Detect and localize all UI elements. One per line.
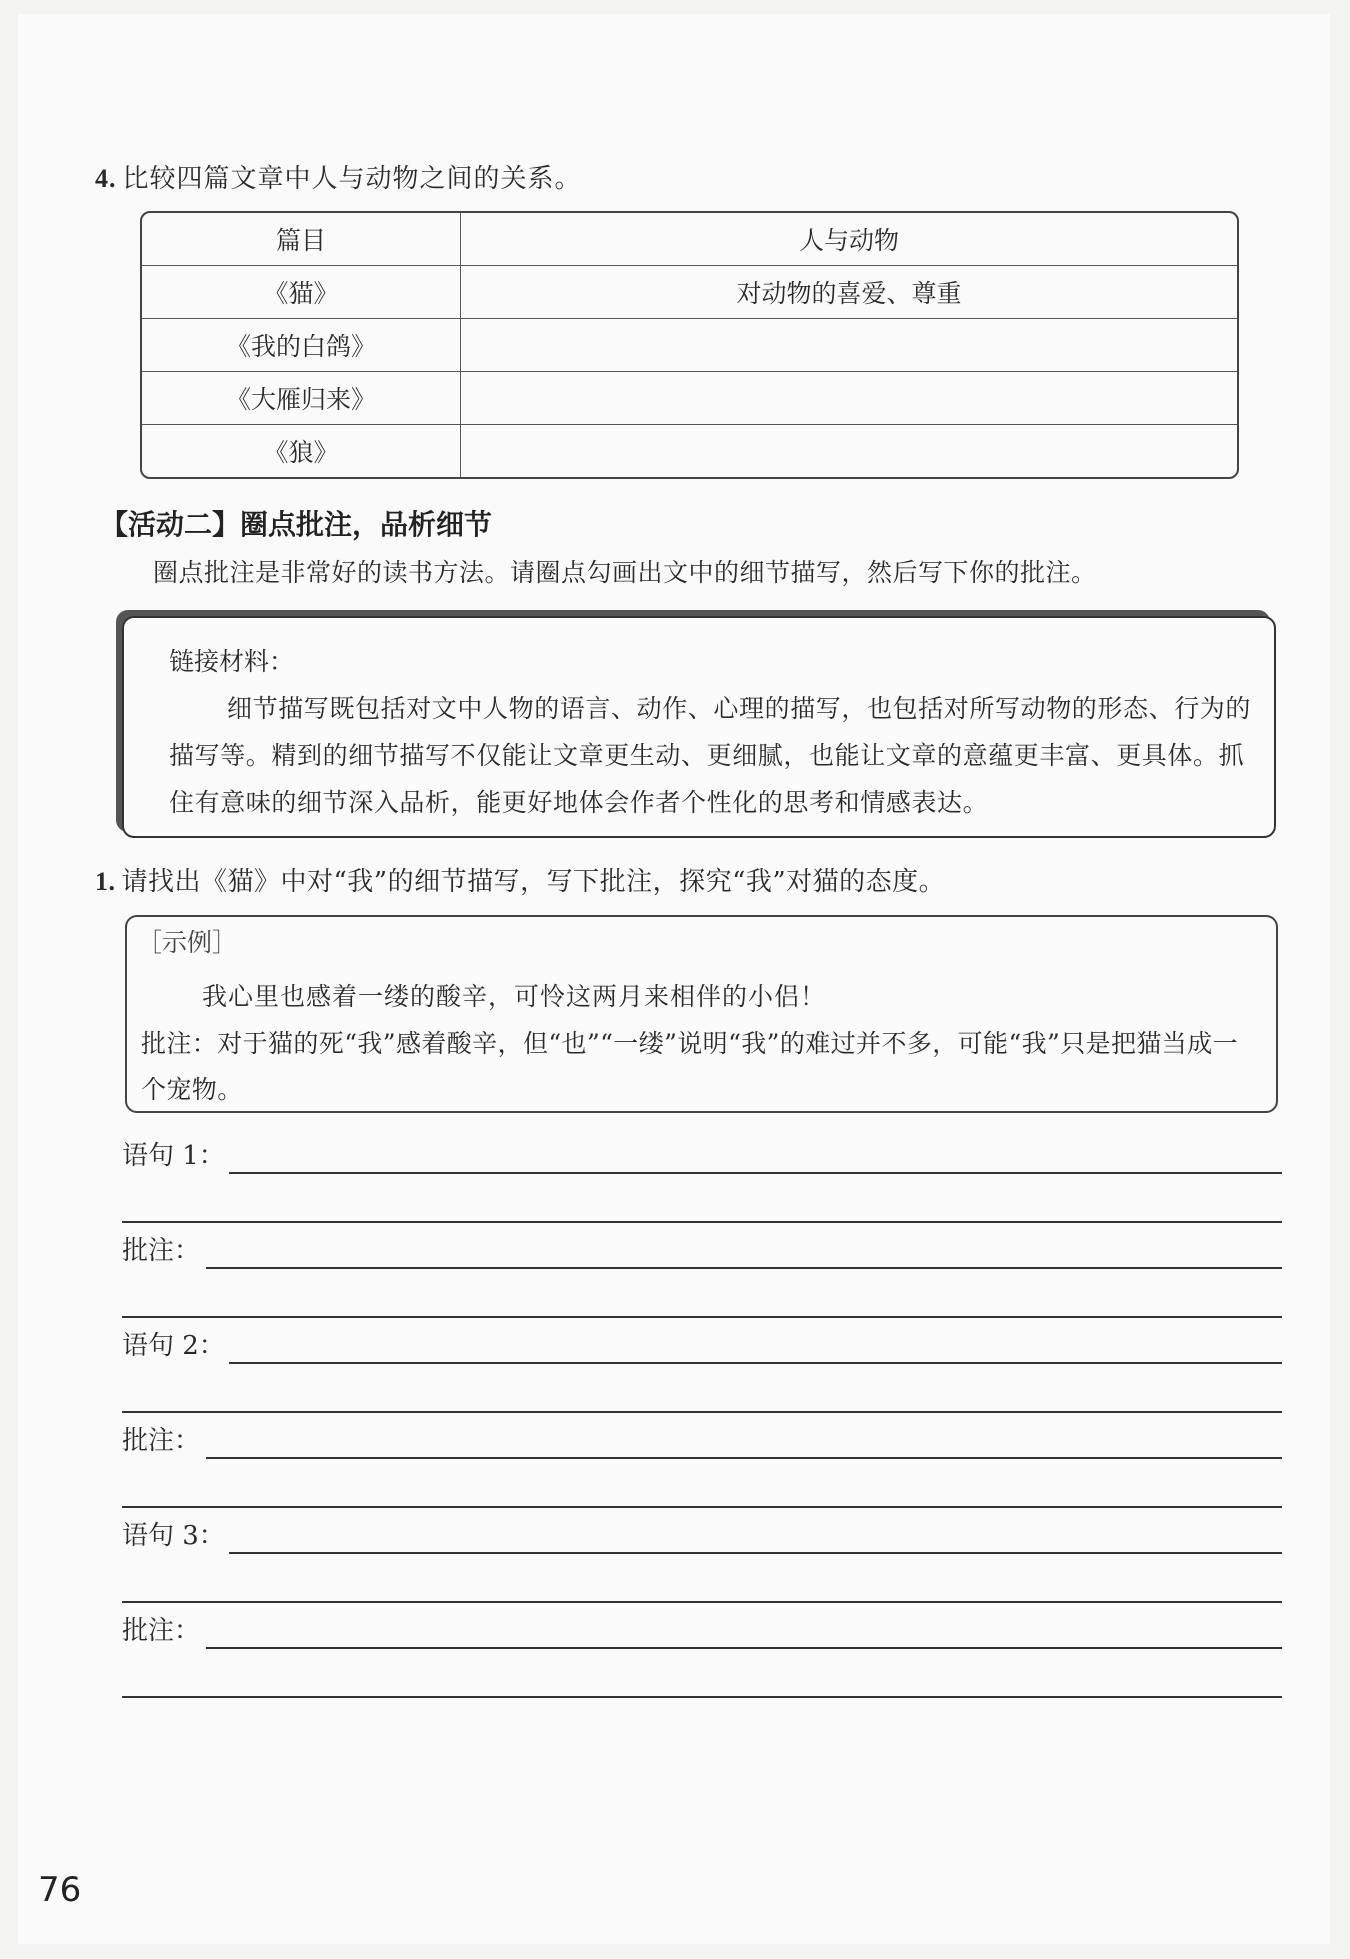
page-number: 76	[38, 1870, 82, 1910]
blank-line[interactable]	[122, 1601, 1282, 1603]
answer-row-note-2[interactable]	[122, 1419, 1282, 1459]
table-row	[142, 372, 1237, 425]
works-relation-table	[140, 211, 1239, 479]
link-material-label: 链接材料：	[169, 647, 295, 676]
answer-label: 语句 1：	[122, 1141, 225, 1171]
answer-row-note-1[interactable]	[122, 1229, 1282, 1269]
answer-line[interactable]	[206, 1457, 1282, 1459]
question-1-number: 1.	[95, 867, 116, 896]
table-row	[142, 319, 1237, 372]
work-title: 《我的白鸽》	[142, 319, 461, 372]
table-row	[142, 425, 1237, 477]
header-title: 篇目	[142, 213, 461, 266]
answer-label: 批注：	[122, 1236, 201, 1266]
activity-title: 圈点批注，品析细节	[240, 508, 493, 541]
answer-label: 语句 2：	[122, 1331, 225, 1361]
blank-line[interactable]	[122, 1506, 1282, 1508]
activity-heading	[100, 503, 492, 543]
activity-description: 圈点批注是非常好的读书方法。请圈点勾画出文中的细节描写，然后写下你的批注。	[153, 558, 1097, 587]
example-annotation: 批注：对于猫的死“我”感着酸辛，但“也”“一缕”说明“我”的难过并不多，可能“我”只是把猫当成一个宠物。	[141, 1029, 1239, 1104]
example-box	[125, 915, 1278, 1113]
question-1	[95, 861, 945, 898]
blank-line[interactable]	[122, 1221, 1282, 1223]
answer-row-sentence-2[interactable]	[122, 1324, 1282, 1364]
relation-cell[interactable]	[461, 319, 1237, 372]
answer-line[interactable]	[229, 1172, 1282, 1174]
link-material-text: 细节描写既包括对文中人物的语言、动作、心理的描写，也包括对所写动物的形态、行为的描写等。精到的细节描写不仅能让文章更生动、更细腻，也能让文章的意蕴更丰富、更具体。抓住有意味的细节深入品析，能更好地体会作者个性化的思考和情感表达。	[169, 694, 1252, 817]
relation-cell[interactable]: 对动物的喜爱、尊重	[461, 266, 1237, 319]
answer-line[interactable]	[229, 1552, 1282, 1554]
answer-line[interactable]	[206, 1647, 1282, 1649]
example-sentence: 我心里也感着一缕的酸辛，可怜这两月来相伴的小侣！	[202, 982, 827, 1011]
relation-cell[interactable]	[461, 372, 1237, 425]
bracket-close: 】	[212, 508, 241, 541]
bracket-open: 【	[100, 508, 129, 541]
blank-line[interactable]	[122, 1411, 1282, 1413]
question-4-text: 比较四篇文章中人与动物之间的关系。	[122, 164, 582, 194]
blank-line[interactable]	[122, 1316, 1282, 1318]
activity-label: 活动二	[128, 508, 213, 541]
question-4-number: 4.	[95, 164, 117, 193]
example-tag: ［示例］	[137, 928, 238, 957]
blank-line[interactable]	[122, 1696, 1282, 1698]
answer-label: 批注：	[122, 1426, 201, 1456]
link-material-box	[122, 616, 1276, 838]
answer-line[interactable]	[206, 1267, 1282, 1269]
table-row	[142, 266, 1237, 319]
work-title: 《大雁归来》	[142, 372, 461, 425]
work-title: 《狼》	[142, 425, 461, 477]
question-4	[95, 158, 582, 195]
relation-cell[interactable]	[461, 425, 1237, 477]
work-title: 《猫》	[142, 266, 461, 319]
answer-line[interactable]	[229, 1362, 1282, 1364]
answer-row-sentence-1[interactable]	[122, 1134, 1282, 1174]
answer-row-note-3[interactable]	[122, 1609, 1282, 1649]
header-relation: 人与动物	[461, 213, 1237, 266]
question-1-text: 请找出《猫》中对“我”的细节描写，写下批注，探究“我”对猫的态度。	[121, 867, 946, 897]
answer-label: 语句 3：	[122, 1521, 225, 1551]
answer-label: 批注：	[122, 1616, 201, 1646]
table-header-row	[142, 213, 1237, 266]
answer-row-sentence-3[interactable]	[122, 1514, 1282, 1554]
